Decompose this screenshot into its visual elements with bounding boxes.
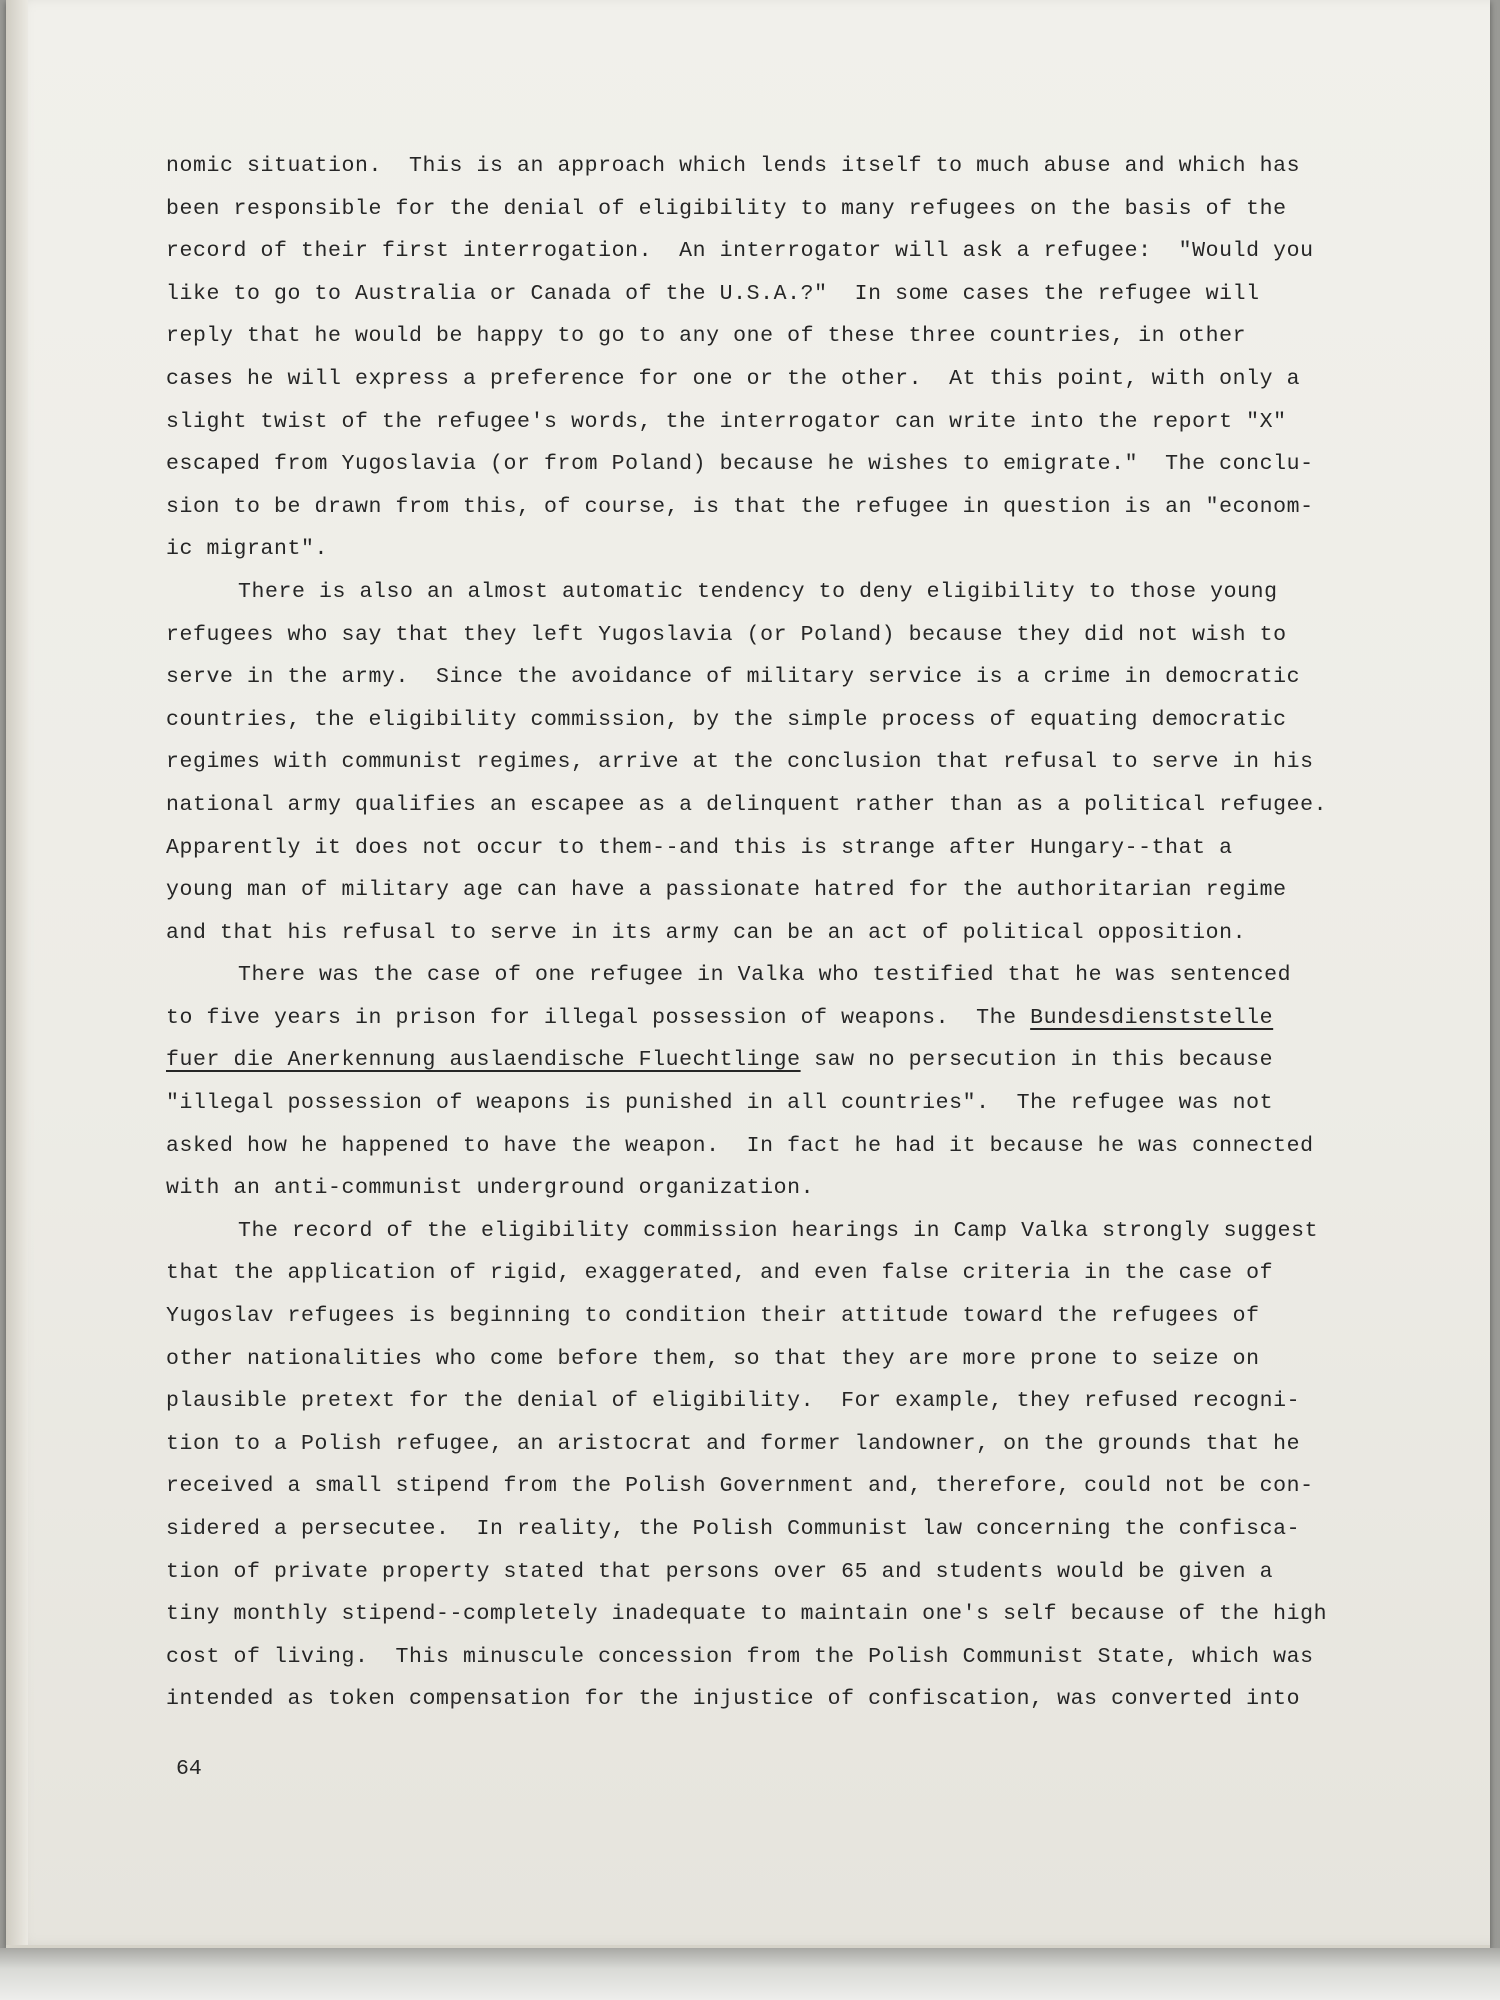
document-page [6, 0, 1490, 1948]
text-line: and that his refusal to serve in its army can be an act of political opposition. [166, 920, 1247, 945]
text-line [166, 997, 1406, 1040]
text-line: tion to a Polish refugee, an aristocrat and former landowner, on the grounds that he [166, 1431, 1301, 1456]
text-line: Yugoslav refugees is beginning to condition their attitude toward the refugees of [166, 1304, 1260, 1329]
text-line: cases he will express a preference for one or the other. At this point, with only a [166, 366, 1301, 391]
text-line: other nationalities who come before them, so that they are more prone to seize on [166, 1346, 1260, 1371]
text-segment: saw no persecution in this because [800, 1048, 1274, 1073]
text-line: young man of military age can have a passionate hatred for the authoritarian regime [166, 878, 1287, 903]
text-line: national army qualifies an escapee as a delinquent rather than as a political refugee. [166, 792, 1328, 817]
text-line: sidered a persecutee. In reality, the Polish Communist law concerning the confisca- [166, 1517, 1301, 1541]
text-line: countries, the eligibility commission, by the simple process of equating democratic [166, 707, 1287, 732]
text-line: record of their first interrogation. An interrogator will ask a refugee: "Would you [166, 239, 1314, 264]
text-line: nomic situation. This is an approach which lends itself to much abuse and which has [166, 154, 1301, 178]
text-line: received a small stipend from the Polish Government and, therefore, could not be con- [166, 1474, 1314, 1499]
page-binding-edge [6, 0, 28, 1945]
text-line: serve in the army. Since the avoidance of military service is a crime in democratic [166, 665, 1301, 690]
text-line: asked how he happened to have the weapon. In fact he had it because he was connected [166, 1133, 1314, 1158]
underlined-agency-name: fuer die Anerkennung auslaendische Fluechtlinge [166, 1048, 801, 1073]
text-line: slight twist of the refugee's words, the interrogator can write into the report "X" [166, 409, 1287, 434]
text-line: that the application of rigid, exaggerated, and even false criteria in the case of [166, 1261, 1274, 1286]
body-text [166, 145, 1406, 1721]
text-line: Apparently it does not occur to them--and this is strange after Hungary--that a [166, 835, 1233, 860]
underlined-agency-name: Bundesdienststelle [1030, 1005, 1274, 1030]
text-line: ic migrant". [166, 537, 329, 562]
text-line: intended as token compensation for the injustice of confiscation, was converted into [166, 1687, 1301, 1712]
page-number: 64 [176, 1757, 202, 1781]
text-line: regimes with communist regimes, arrive at the conclusion that refusal to serve in his [166, 750, 1314, 775]
text-line: like to go to Australia or Canada of the U.S.A.?" In some cases the refugee will [166, 281, 1260, 306]
text-line: "illegal possession of weapons is punished in all countries". The refugee was not [166, 1091, 1274, 1116]
text-line: plausible pretext for the denial of eligibility. For example, they refused recogni- [166, 1389, 1301, 1414]
text-line: cost of living. This minuscule concession from the Polish Communist State, which was [166, 1644, 1314, 1669]
text-line: tion of private property stated that persons over 65 and students would be given a [166, 1559, 1274, 1584]
text-line: escaped from Yugoslavia (or from Poland) because he wishes to emigrate." The conclu- [166, 452, 1314, 477]
paragraph-start-line: There was the case of one refugee in Valka who testified that he was sentenced [238, 963, 1292, 988]
paragraph-start-line: The record of the eligibility commission hearings in Camp Valka strongly suggest [238, 1218, 1319, 1243]
paragraph-start-line: There is also an almost automatic tendency to deny eligibility to those young [238, 579, 1278, 604]
text-line: refugees who say that they left Yugoslavia (or Poland) because they did not wish to [166, 622, 1287, 647]
text-line: tiny monthly stipend--completely inadequate to maintain one's self because of the high [166, 1602, 1328, 1627]
text-line: with an anti-communist underground organization. [166, 1176, 815, 1201]
text-line [166, 1039, 1406, 1082]
text-segment: to five years in prison for illegal possession of weapons. The [166, 1005, 1031, 1030]
text-line: reply that he would be happy to go to any one of these three countries, in other [166, 324, 1247, 349]
scan-bottom-edge [0, 1948, 1500, 2000]
text-line: been responsible for the denial of eligibility to many refugees on the basis of the [166, 196, 1287, 221]
text-line: sion to be drawn from this, of course, is that the refugee in question is an "econom- [166, 494, 1314, 519]
